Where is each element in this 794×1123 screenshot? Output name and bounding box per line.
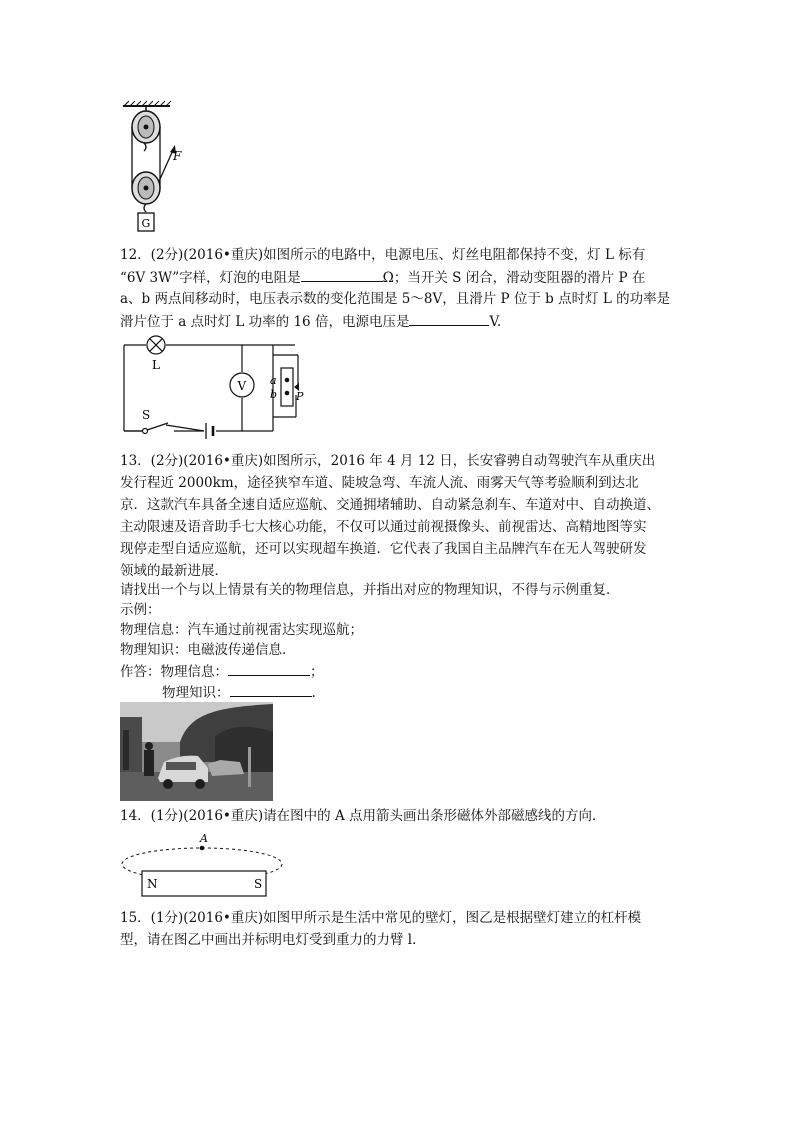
point-b-label: b — [270, 388, 278, 401]
rheostat-symbol — [270, 368, 304, 406]
q12-line4 — [120, 311, 501, 332]
q12-line2 — [120, 267, 645, 288]
q13-answer-row2 — [162, 682, 316, 703]
car-photo-illustration — [120, 702, 273, 801]
voltmeter-label: V — [237, 379, 247, 393]
q12-line2-text-a: “6V 3W”字样，灯泡的电阻是 — [120, 270, 301, 286]
fixed-pulley — [132, 111, 160, 151]
q12-line2-text-b: Ω；当开关 S 闭合，滑动变阻器的滑片 P 在 — [382, 270, 646, 286]
point-a-label: A — [200, 832, 208, 845]
q13-line1: 13．(2分)(2016•重庆)如图所示，2016 年 4 月 12 日，长安睿骋自动驾驶汽车从重庆出 — [120, 453, 656, 469]
q13-answer-info-end: ； — [310, 664, 324, 680]
q12-line1: 12．(2分)(2016•重庆)如图所示的电路中，电源电压、灯丝电阻都保持不变，灯 L 标有 — [120, 247, 646, 263]
q13-example-knowledge: 物理知识：电磁波传递信息． — [120, 642, 296, 658]
point-a-label: a — [270, 374, 277, 387]
q12-line4-text-b: V. — [489, 314, 502, 330]
q13-example-info: 物理信息：汽车通过前视雷达实现巡航； — [120, 622, 363, 638]
q13-answer-knowledge-blank[interactable] — [230, 682, 312, 697]
q12-answer-blank-resistance[interactable] — [301, 267, 383, 282]
q13-answer-row1 — [120, 661, 324, 682]
point-a-dot — [200, 846, 205, 851]
q13-answer-info-label: 作答：物理信息： — [120, 664, 228, 680]
q15-line1: 15．(1分)(2016•重庆)如图甲所示是生活中常见的壁灯，图乙是根据壁灯建立的杠杆模 — [120, 910, 642, 926]
pulley-figure — [118, 100, 198, 240]
south-pole-label: S — [254, 877, 263, 891]
autonomous-car-photo — [120, 702, 273, 801]
q13-answer-knowledge-end: . — [311, 685, 316, 701]
circuit-figure — [118, 335, 328, 441]
lamp-symbol — [147, 336, 165, 372]
q13-instruction: 请找出一个与以上情景有关的物理信息，并指出对应的物理知识，不得与示例重复． — [120, 582, 620, 598]
north-pole-label: N — [147, 877, 158, 891]
q14-text: 14．(1分)(2016•重庆)请在图中的 A 点用箭头画出条形磁体外部磁感线的方向． — [120, 808, 606, 824]
q12-line4-text-a: 滑片位于 a 点时灯 L 功率的 16 倍，电源电压是 — [120, 314, 410, 330]
q13-line2: 发行程近 2000km，途径狭窄车道、陡坡急弯、车流人流、雨雾天气等考验顺利到达北 — [120, 475, 639, 491]
battery-symbol — [206, 423, 213, 439]
q13-answer-info-blank[interactable] — [228, 661, 310, 676]
lamp-label: L — [152, 358, 160, 372]
bar-magnet — [142, 871, 266, 896]
q13-line5: 现停走型自适应巡航，还可以实现超车换道．它代表了我国自主品牌汽车在无人驾驶研发 — [120, 541, 647, 557]
slider-label: P — [296, 390, 304, 403]
q12-answer-blank-voltage[interactable] — [409, 311, 489, 326]
q12-line3: a、b 两点间移动时，电压表示数的变化范围是 5～8V，且滑片 P 位于 b 点时灯 L 的功率是 — [120, 291, 671, 307]
q13-line3: 京．这款汽车具备全速自适应巡航、交通拥堵辅助、自动紧急刹车、车道对中、自动换道、 — [120, 497, 660, 513]
force-label: F — [173, 149, 182, 163]
q13-line6: 领域的最新进展． — [120, 563, 228, 579]
switch-label: S — [142, 408, 151, 422]
q15-line2: 型，请在图乙中画出并标明电灯受到重力的力臂 l． — [120, 932, 426, 948]
voltmeter-symbol — [230, 373, 254, 397]
movable-pulley — [132, 172, 160, 212]
weight-label: G — [141, 217, 151, 230]
q13-example-heading: 示例： — [120, 602, 161, 618]
q13-answer-knowledge-label: 物理知识： — [162, 685, 230, 701]
weight-block — [138, 213, 154, 231]
q13-line4: 主动限速及语音助手七大核心功能，不仅可以通过前视摄像头、前视雷达、高精地图等实 — [120, 519, 647, 535]
magnet-figure — [118, 830, 288, 900]
